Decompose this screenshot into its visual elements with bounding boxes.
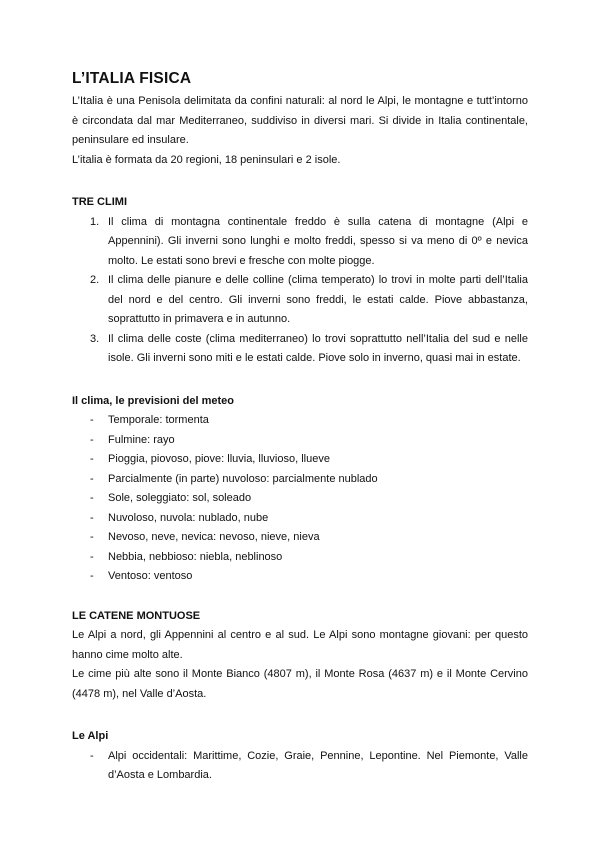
- list-item-text: Parcialmente (in parte) nuvoloso: parcialmente nublado: [108, 472, 378, 485]
- dash-list-alpi: [72, 747, 528, 786]
- dash-bullet: -: [90, 492, 94, 504]
- list-item-text: Il clima delle coste (clima mediterraneo) lo trovi soprattutto nell’Italia del sud e nelle isole. Gli inverni sono miti e le estati calde. Piove solo in inverno, quasi mai in estate.: [108, 332, 528, 364]
- list-item: [72, 411, 528, 431]
- list-item: [72, 747, 528, 786]
- list-item: [72, 271, 528, 330]
- list-item: [72, 330, 528, 369]
- section-heading-alpi: Le Alpi: [72, 730, 109, 742]
- list-item-text: Ventoso: ventoso: [108, 570, 193, 582]
- dash-bullet: -: [90, 550, 94, 563]
- dash-bullet: -: [90, 511, 94, 524]
- dash-list-meteo: [72, 411, 528, 587]
- list-item: [72, 528, 528, 548]
- list-item: [72, 213, 528, 272]
- document-page: [72, 70, 528, 786]
- list-item: [72, 509, 528, 529]
- section-heading-tre-climi: TRE CLIMI: [72, 196, 127, 208]
- list-item-text: Il clima di montagna continentale freddo è sulla catena di montagne (Alpi e Appennini). Gli inverni sono lunghi e molto freddi, spesso si va meno di 0º e nevica molto. Le estati sono brevi e fresche con molte piogge.: [108, 215, 528, 267]
- list-item: [72, 431, 528, 451]
- list-item-text: Nuvoloso, nuvola: nublado, nube: [108, 511, 269, 524]
- list-number: 1.: [90, 215, 100, 228]
- list-item-text: Pioggia, piovoso, piove: lluvia, lluvioso, llueve: [108, 453, 330, 465]
- list-item-text: Nebbia, nebbioso: niebla, neblinoso: [108, 550, 283, 563]
- numbered-list-climi: [72, 213, 528, 369]
- intro-paragraph: L’Italia è una Penisola delimitata da confini naturali: al nord le Alpi, le montagne e tutt’intorno è circondata dal mar Mediterraneo, suddiviso in diversi mari. Si divide in Italia continentale, peninsulare ed insulare.: [72, 95, 528, 146]
- list-item-text: Fulmine: rayo: [108, 433, 175, 446]
- body-paragraph: Le Alpi a nord, gli Appennini al centro e al sud. Le Alpi sono montagne giovani: per questo hanno cime molto alte.: [72, 629, 528, 661]
- dash-bullet: -: [90, 414, 94, 426]
- list-item-text: Alpi occidentali: Marittime, Cozie, Graie, Pennine, Lepontine. Nel Piemonte, Valle d’Aosta e Lombardia.: [108, 749, 528, 781]
- list-item: [72, 567, 528, 587]
- list-item: [72, 470, 528, 490]
- list-item: [72, 450, 528, 470]
- list-item: [72, 548, 528, 568]
- intro-paragraph: L’italia è formata da 20 regioni, 18 peninsulari e 2 isole.: [72, 153, 341, 166]
- section-heading-catene: LE CATENE MONTUOSE: [72, 609, 201, 622]
- dash-bullet: -: [90, 472, 94, 485]
- dash-bullet: -: [90, 453, 94, 465]
- list-item: [72, 489, 528, 509]
- list-number: 2.: [90, 274, 100, 286]
- list-item-text: Temporale: tormenta: [108, 414, 209, 426]
- dash-bullet: -: [90, 570, 94, 582]
- section-heading-meteo: Il clima, le previsioni del meteo: [72, 394, 235, 407]
- list-number: 3.: [90, 332, 100, 345]
- dash-bullet: -: [90, 531, 94, 543]
- list-item-text: Nevoso, neve, nevica: nevoso, nieve, nieva: [108, 531, 320, 543]
- body-paragraph: Le cime più alte sono il Monte Bianco (4807 m), il Monte Rosa (4637 m) e il Monte Cervino (4478 m), nel Valle d’Aosta.: [72, 668, 528, 700]
- list-item-text: Sole, soleggiato: sol, soleado: [108, 492, 252, 504]
- dash-bullet: -: [90, 749, 94, 762]
- dash-bullet: -: [90, 433, 94, 446]
- list-item-text: Il clima delle pianure e delle colline (clima temperato) lo trovi in molte parti dell’Italia del nord e del centro. Gli inverni sono freddi, le estati calde. Piove abbastanza, soprattutto in primavera e in autunno.: [108, 274, 528, 325]
- page-title: L’ITALIA FISICA: [72, 70, 192, 87]
